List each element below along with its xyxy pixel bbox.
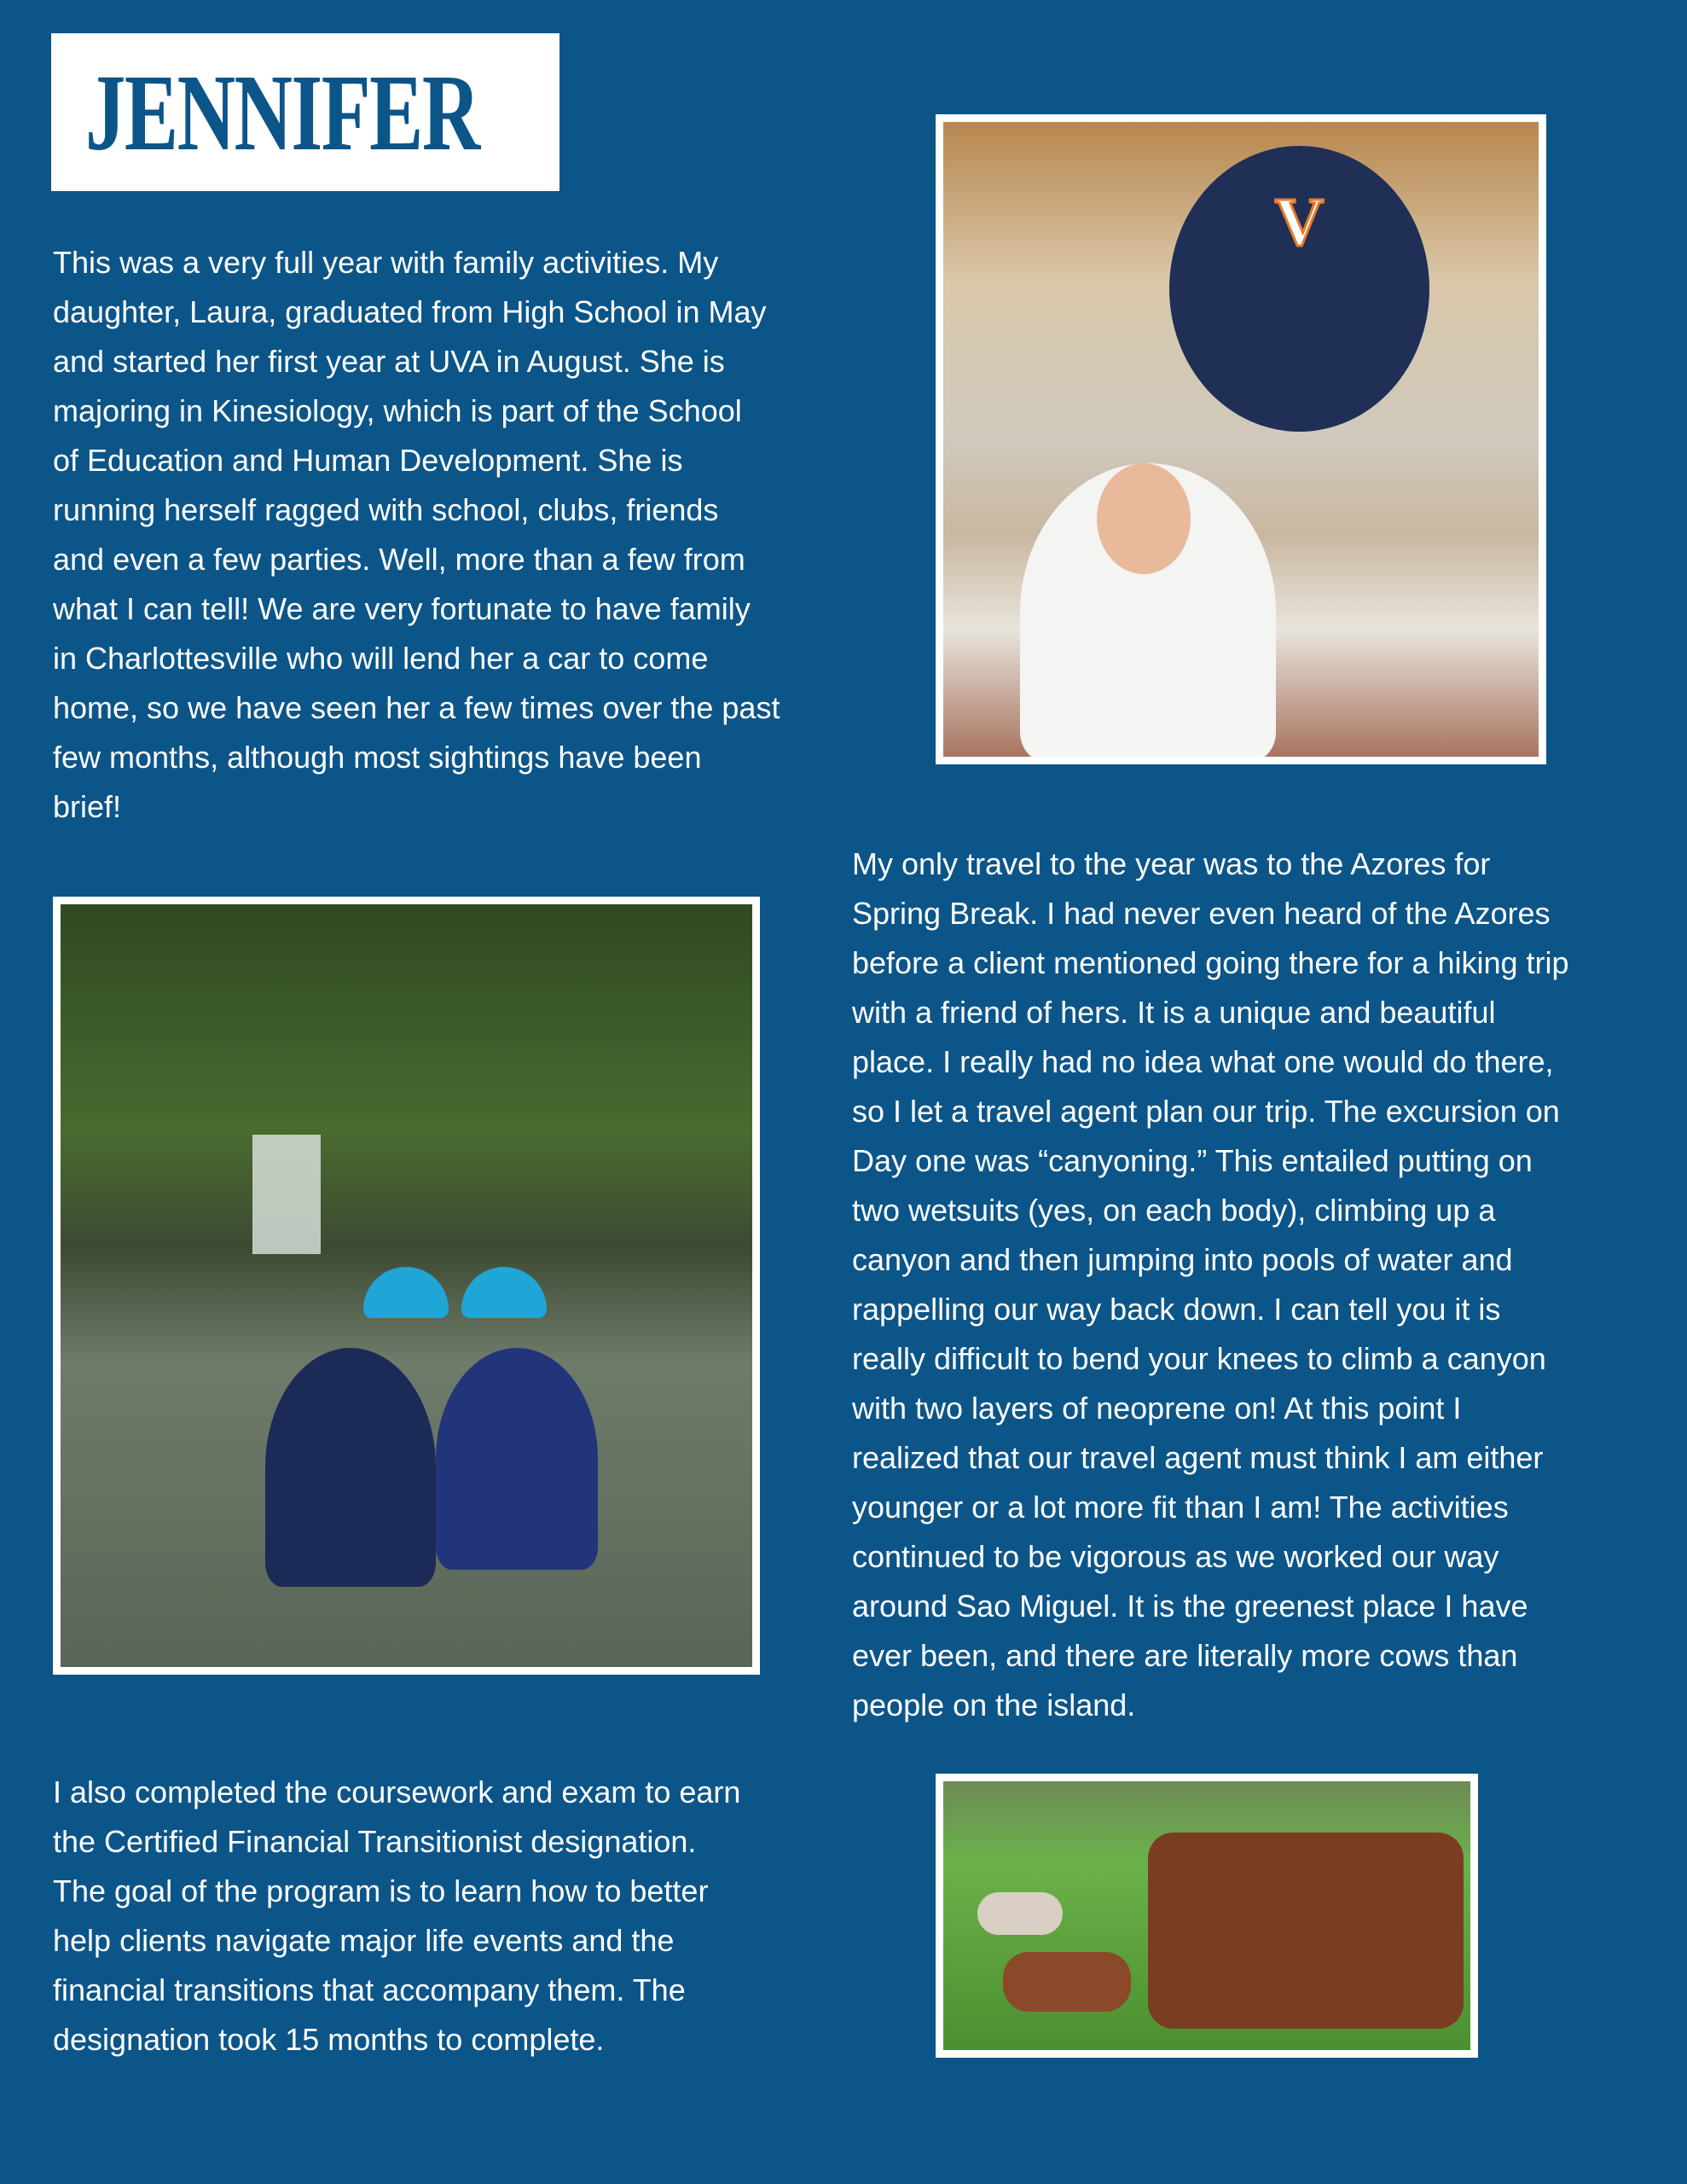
text-line: This was a very full year with family activities. My [53, 245, 719, 280]
text-line: brief! [53, 789, 122, 824]
text-line: Day one was “canyoning.” This entailed putting on [852, 1143, 1533, 1178]
page-title: JENNIFER [85, 51, 479, 173]
photo-image [943, 1781, 1470, 2050]
text-line: and even a few parties. Well, more than a few from [53, 542, 745, 577]
photo-cows [936, 1774, 1478, 2058]
text-line: with two layers of neoprene on! At this point I [852, 1391, 1462, 1426]
text-line: I also completed the coursework and exam to earn [53, 1774, 741, 1809]
text-line: place. I really had no idea what one would do there, [852, 1044, 1554, 1079]
photo-graduate-with-balloon [936, 114, 1546, 764]
text-line: in Charlottesville who will lend her a car to come [53, 641, 709, 676]
text-line: people on the island. [852, 1687, 1136, 1722]
text-line: realized that our travel agent must think I am either [852, 1440, 1544, 1475]
text-line: continued to be vigorous as we worked our way [852, 1539, 1499, 1574]
text-line: few months, although most sightings have been [53, 740, 702, 775]
text-line: with a friend of hers. It is a unique and beautiful [852, 995, 1496, 1030]
text-line: rappelling our way back down. I can tell you it is [852, 1292, 1501, 1327]
text-line: canyon and then jumping into pools of water and [852, 1242, 1513, 1277]
paragraph-certification [53, 1768, 740, 2065]
person-figure [265, 1348, 436, 1587]
waterfall [252, 1135, 321, 1254]
text-line: designation took 15 months to complete. [53, 2022, 605, 2057]
cow [1003, 1952, 1131, 2012]
text-line: what I can tell! We are very fortunate to have family [53, 591, 751, 626]
text-line: My only travel to the year was to the Azores for [852, 846, 1491, 881]
text-line: and started her first year at UVA in August. She is [53, 344, 725, 379]
text-line: younger or a lot more fit than I am! The activities [852, 1490, 1509, 1525]
text-line: so I let a travel agent plan our trip. The excursion on [852, 1094, 1560, 1129]
photo-image [943, 122, 1539, 757]
title-box [51, 33, 559, 191]
balloon-logo: V [1274, 185, 1325, 260]
text-line: Spring Break. I had never even heard of the Azores [852, 896, 1551, 931]
paragraph-intro [53, 238, 780, 832]
photo-canyoning [53, 897, 760, 1675]
text-line: the Certified Financial Transitionist designation. [53, 1824, 697, 1859]
helmet [461, 1267, 547, 1318]
cow [977, 1892, 1063, 1935]
text-line: really difficult to bend your knees to climb a canyon [852, 1341, 1546, 1376]
uva-balloon [1169, 146, 1429, 432]
text-line: help clients navigate major life events and the [53, 1923, 675, 1958]
text-line: daughter, Laura, graduated from High School in May [53, 294, 767, 329]
person-figure [436, 1348, 598, 1570]
photo-image [61, 904, 752, 1667]
text-line: running herself ragged with school, clubs, friends [53, 492, 719, 527]
helmet [363, 1267, 449, 1318]
paragraph-travel [852, 839, 1569, 1730]
text-line: The goal of the program is to learn how to better [53, 1873, 709, 1908]
text-line: financial transitions that accompany them. The [53, 1972, 686, 2007]
person-face [1097, 463, 1191, 574]
text-line: ever been, and there are literally more cows than [852, 1638, 1518, 1673]
text-line: around Sao Miguel. It is the greenest place I have [852, 1589, 1528, 1623]
text-line: before a client mentioned going there for a hiking trip [852, 945, 1569, 980]
cow [1148, 1833, 1464, 2029]
text-line: home, so we have seen her a few times over the past [53, 690, 780, 725]
text-line: two wetsuits (yes, on each body), climbing up a [852, 1193, 1496, 1228]
text-line: majoring in Kinesiology, which is part of the School [53, 393, 742, 428]
text-line: of Education and Human Development. She is [53, 443, 683, 478]
